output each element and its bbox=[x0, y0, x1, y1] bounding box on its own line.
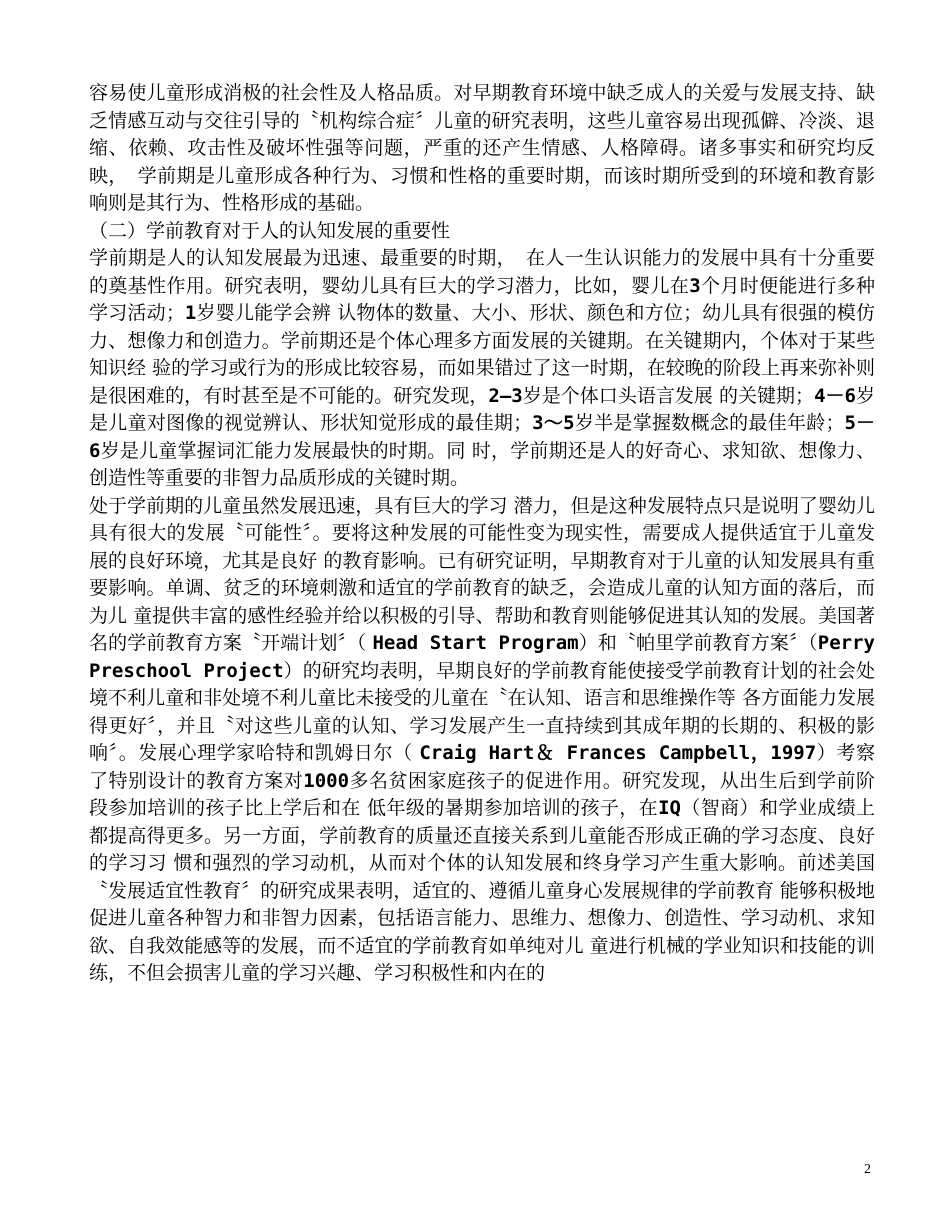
number-run: 4－6 bbox=[814, 384, 856, 407]
program-name-head-start: Head Start Program bbox=[372, 632, 579, 654]
text-run: 岁婴儿能学会辨 认物体的数量、大小、形状、颜色和方位；幼儿具有很强的模仿力、想像力和创造力。学前期还是个体心理多方面发展的关键期。在关键期内，个体对于某些知识经 验的学习或行为的形成比较容易，而如果错过了这一时期，在较晚的阶段上再来弥补则是很困难的，有时甚至是不可能的。研究发现， bbox=[89, 302, 875, 407]
text-run: 学前期是人的认知发展最为迅速、最重要的时期， 在人一生认识能力的发展中具有十分重要的奠基性作用。研究表明，婴幼儿具有巨大的学习潜力，比如，婴儿在 bbox=[89, 247, 875, 297]
page-number: 2 bbox=[864, 1162, 871, 1177]
text-run: 个月时便能进行多种学习活动； bbox=[89, 274, 875, 324]
text-run: 多名贫困家庭孩子的促进作用。研究发现，从出生后到学前阶段参加培训的孩子比上学后和在 低年级的暑期参加培训的孩子，在 bbox=[89, 769, 875, 819]
term-iq: IQ bbox=[658, 797, 681, 819]
text-run: 岁半是掌握数概念的最佳年龄； bbox=[574, 412, 845, 434]
number-run: 3 bbox=[689, 274, 701, 297]
number-run: 2—3 bbox=[488, 384, 523, 407]
text-run: 岁是儿童掌握词汇能力发展最快的时期。同 时，学前期还是人的好奇心、求知欲、想像力、创造性等重要的非智力品质形成的关键时期。 bbox=[89, 439, 875, 489]
program-name-perry-preschool: Perry Preschool Project bbox=[89, 632, 875, 682]
document-body bbox=[89, 80, 875, 988]
text-run: 岁是个体口头语言发展 的关键期； bbox=[522, 384, 815, 407]
number-run: 5－6 bbox=[89, 412, 875, 462]
text-run: ）和〝帕里学前教育方案〞（ bbox=[578, 632, 818, 654]
text-run: （智商）和学业成绩上都提高得更多。另一方面，学前教育的质量还直接关系到儿童能否形成正确的学习态度、良好的学习习 惯和强烈的学习动机，从而对个体的认知发展和终身学习产生重大影响。前述美国〝发展适宜性教育〞的研究成果表明，适宜的、遵循儿童身心发展规律的学前教育 能够积极地促进儿童各种智力和非智力因素，包括语言能力、思维力、想像力、创造性、学习动机、求知欲、自我效能感等的发展，而不适宜的学前教育如单纯对儿 童进行机械的学业知识和技能的训练，不但会损害儿童的学习兴趣、学习积极性和内在的 bbox=[89, 797, 875, 984]
citation-hart-campbell: Craig Hart＆ Frances Campbell，1997 bbox=[419, 742, 817, 764]
number-run: 3～5 bbox=[532, 412, 575, 434]
number-run: 1 bbox=[184, 302, 197, 324]
paragraph-early-education-research bbox=[89, 493, 875, 988]
text-run: 岁是儿童对图像的视觉辨认、形状知觉形成的最佳期； bbox=[89, 384, 875, 434]
number-run: 1000 bbox=[303, 769, 350, 792]
text-run: ）考察了特别设计的教育方案对 bbox=[89, 742, 875, 792]
text-run: 处于学前期的儿童虽然发展迅速，具有巨大的学习 潜力，但是这种发展特点只是说明了婴幼儿具有很大的发展〝可能性〞。要将这种发展的可能性变为现实性，需要成人提供适宜于儿童发展的良好环境，尤其是良好 的教育影响。已有研究证明，早期教育对于儿童的认知发展具有重要影响。单调、贫乏的环境刺激和适宜的学前教育的缺乏，会造成儿童的认知方面的落后，而为儿 童提供丰富的感性经验并给以积极的引导、帮助和教育则能够促进其认知的发展。美国著名的学前教育方案〝开端计划〞（ bbox=[89, 494, 875, 654]
section-heading-cognitive-development: （二）学前教育对于人的认知发展的重要性 bbox=[89, 219, 451, 242]
paragraph-social-personality: 容易使儿童形成消极的社会性及人格品质。对早期教育环境中缺乏成人的关爱与发展支持、缺乏情感互动与交往引导的〝机构综合症〞儿童的研究表明，这些儿童容易出现孤僻、冷淡、退缩、依赖、攻击性及破坏性强等问题，严重的还产生情感、人格障碍。诸多事实和研究均反映， 学前期是儿童形成各种行为、习惯和性格的重要时期，而该时期所受到的环境和教育影响则是其行为、性格形成的基础。 bbox=[89, 82, 875, 214]
paragraph-cognitive-critical-period bbox=[89, 245, 875, 493]
text-run: ）的研究均表明，早期良好的学前教育能使接受学前教育计划的社会处境不利儿童和非处境不利儿童比未接受的儿童在〝在认知、语言和思维操作等 各方面能力发展得更好〞，并且〝对这些儿童的认知、学习发展产生一直持续到其成年期的长期的、积极的影响〞。发展心理学家哈特和凯姆日尔（ bbox=[89, 659, 875, 764]
